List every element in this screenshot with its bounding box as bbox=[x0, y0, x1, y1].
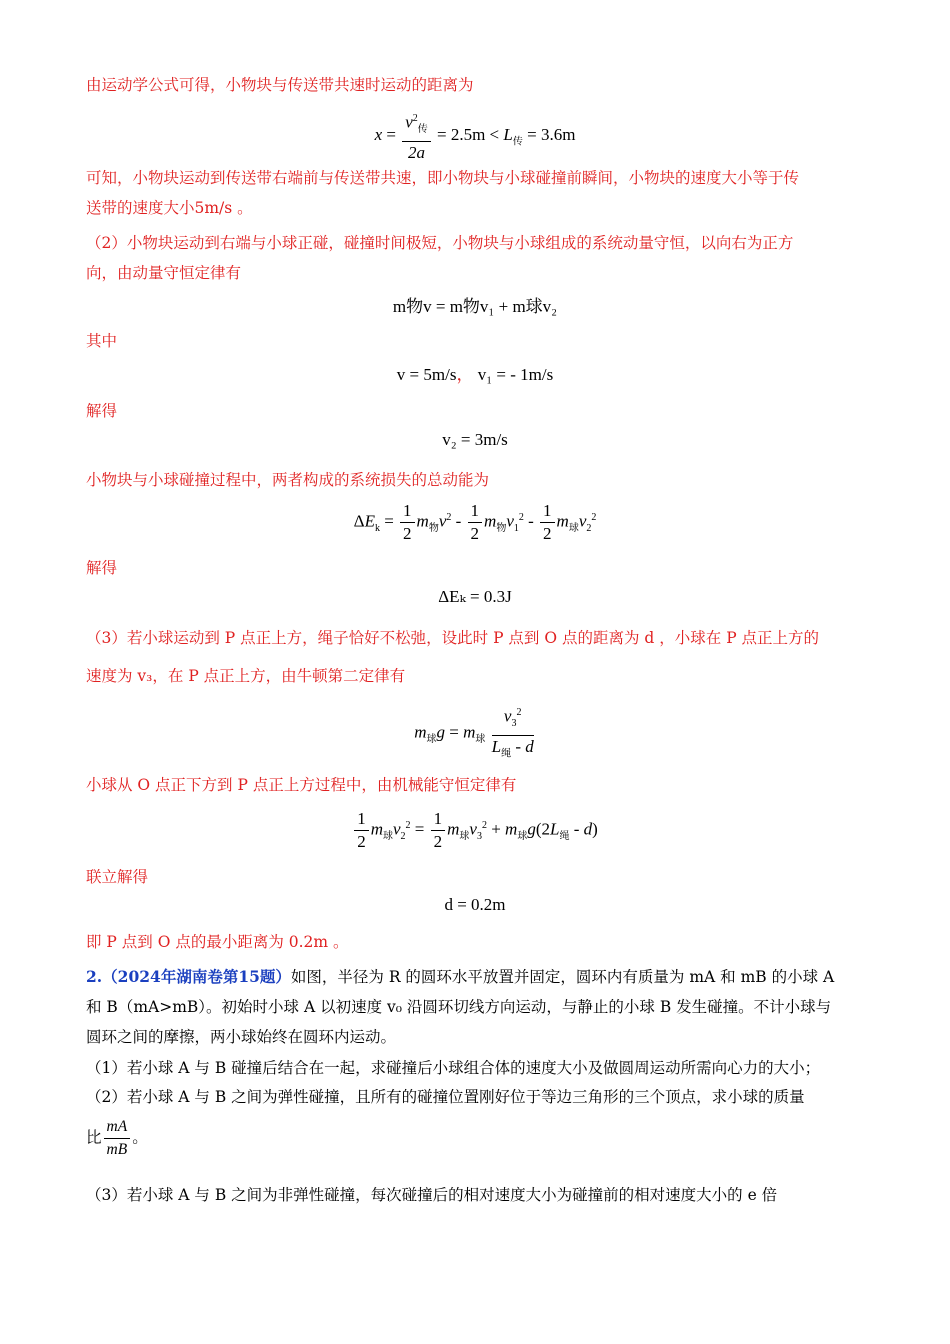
solution-text-2b: 送带的速度大小5m/s 。 bbox=[86, 199, 253, 217]
solution-text-9: 小球从 O 点正下方到 P 点正上方过程中，由机械能守恒定律有 bbox=[86, 776, 517, 794]
solution-text-8b: 速度为 v₃，在 P 点正上方，由牛顿第二定律有 bbox=[86, 667, 406, 685]
label-where: 其中 bbox=[86, 332, 118, 350]
equation-d: d = 0.2m bbox=[444, 895, 506, 914]
equation-velocities: v = 5m/s， v₁ = - 1m/s bbox=[396, 365, 554, 384]
question-2-part-2: （2）若小球 A 与 B 之间为弹性碰撞，且所有的碰撞位置刚好位于等边三角形的三个顶点，求小球的质量 bbox=[86, 1088, 805, 1106]
label-solve-2: 解得 bbox=[86, 559, 118, 577]
equation-distance: x = $\frac{v^2_传}{2a}$ = $2.5m < L_传 = 3.6m$ bbox=[0, 108, 950, 164]
question-2-part-2-ratio: 比 $\frac{mA}{mB}$ 。 bbox=[86, 1118, 148, 1158]
solution-text-6: 小物块与小球碰撞过程中，两者构成的系统损失的总动能为 bbox=[86, 471, 490, 489]
question-2-part-3: （3）若小球 A 与 B 之间为非弹性碰撞，每次碰撞后的相对速度大小为碰撞前的相对速度大小的 e 倍 bbox=[86, 1186, 778, 1204]
solution-text-3a: （2）小物块运动到右端与小球正碰，碰撞时间极短，小物块与小球组成的系统动量守恒，以向右为正方 bbox=[86, 234, 794, 252]
equation-energy-loss: $\Delta E_k$ = $\frac{1}{2}$ $m_物v^2$ - $\frac{1}{2}$ $m_物v_1^2$ - $\frac{1}{2}$ $m_球v_2^2$ bbox=[353, 501, 597, 543]
equation-ek: ΔEₖ = 0.3J bbox=[438, 587, 512, 606]
question-2-part-1: （1）若小球 A 与 B 碰撞后结合在一起，求碰撞后小球组合体的速度大小及做圆周运动所需向心力的大小； bbox=[86, 1059, 821, 1077]
solution-text-3b: 向，由动量守恒定律有 bbox=[86, 264, 242, 282]
question-2-label: 2.（2024年湖南卷第15题） bbox=[86, 967, 291, 986]
equation-v2: v₂ = 3m/s bbox=[442, 430, 508, 449]
question-2-line-2: 和 B（mA>mB）。初始时小球 A 以初速度 v₀ 沿圆环切线方向运动，与静止的小球 B 发生碰撞。不计小球与 bbox=[86, 998, 832, 1016]
equation-newton: $m_球g = m_球$ $\frac{v_3^2}{L_绳 - d}$ bbox=[0, 702, 950, 765]
solution-conclusion: 即 P 点到 O 点的最小距离为 0.2m 。 bbox=[86, 933, 349, 951]
solution-text-8a: （3）若小球运动到 P 点正上方，绳子恰好不松弛，设此时 P 点到 O 点的距离为 d ，小球在 P 点正上方的 bbox=[86, 629, 820, 647]
equation-momentum: m物v = m物v₁ + m球v₂ bbox=[392, 297, 558, 316]
question-2-line-1: 2.（2024年湖南卷第15题）如图，半径为 R 的圆环水平放置并固定，圆环内有质量为 mA 和 mB 的小球 A bbox=[86, 967, 835, 986]
solution-text-2a: 可知，小物块运动到传送带右端前与传送带共速，即小物块与小球碰撞前瞬间，小物块的速度大小等于传 bbox=[86, 169, 800, 187]
equation-energy-conservation: $\frac{1}{2}$ $m_球v_2^2$ = $\frac{1}{2}$ $m_球v_3^2 + m_球g(2L_绳 - d)$ bbox=[0, 808, 950, 853]
solution-text-1: 由运动学公式可得，小物块与传送带共速时运动的距离为 bbox=[86, 76, 474, 94]
question-2-line-3: 圆环之间的摩擦，两小球始终在圆环内运动。 bbox=[86, 1028, 397, 1046]
label-solve-1: 解得 bbox=[86, 402, 118, 420]
label-combined: 联立解得 bbox=[86, 868, 149, 886]
